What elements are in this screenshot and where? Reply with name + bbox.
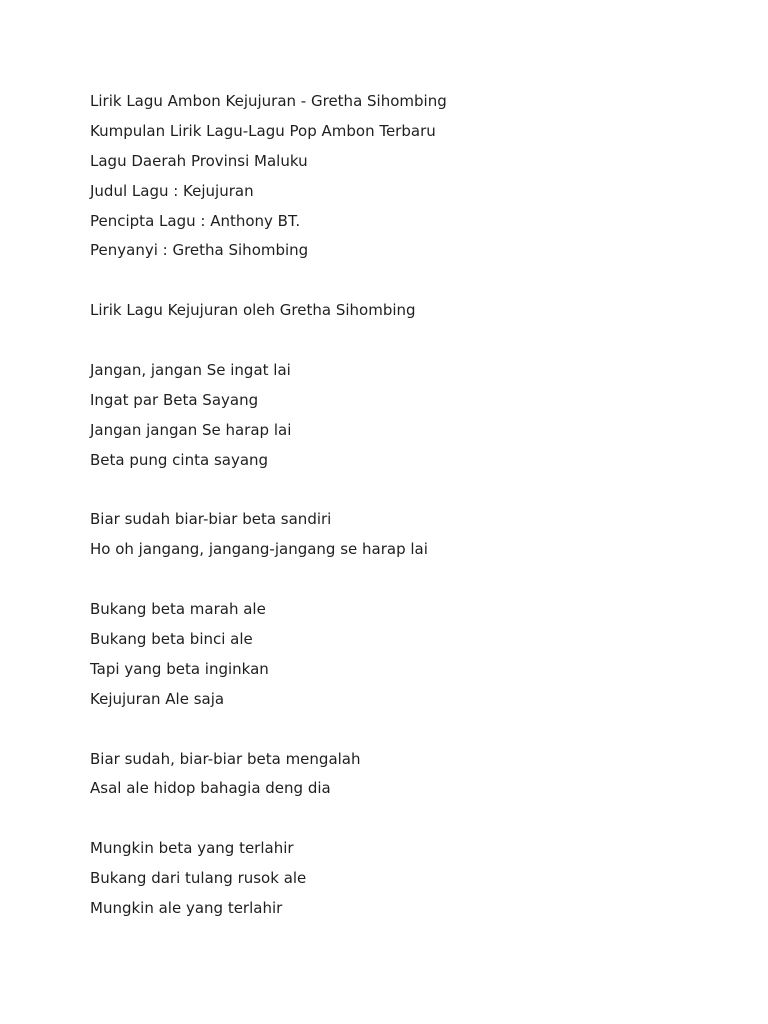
header-block — [90, 87, 730, 266]
header-line: Lagu Daerah Provinsi Maluku — [90, 151, 308, 170]
subtitle-block — [90, 296, 730, 326]
header-line: Pencipta Lagu : Anthony BT. — [90, 211, 301, 230]
verse-3 — [90, 595, 730, 715]
header-line: Penyanyi : Gretha Sihombing — [90, 241, 309, 260]
lyric-line: Biar sudah biar-biar beta sandiri — [90, 510, 332, 529]
lyrics-subtitle: Lirik Lagu Kejujuran oleh Gretha Sihombing — [90, 301, 416, 320]
lyric-line: Mungkin ale yang terlahir — [90, 899, 283, 918]
verse-2 — [90, 505, 730, 565]
lyric-line: Beta pung cinta sayang — [90, 450, 269, 469]
lyric-line: Mungkin beta yang terlahir — [90, 839, 294, 858]
lyric-line: Biar sudah, biar-biar beta mengalah — [90, 749, 361, 768]
lyric-line: Bukang dari tulang rusok ale — [90, 869, 307, 888]
document-page — [90, 87, 730, 954]
verse-1 — [90, 356, 730, 476]
header-line: Lirik Lagu Ambon Kejujuran - Gretha Sihombing — [90, 92, 447, 110]
lyric-line: Jangan, jangan Se ingat lai — [90, 361, 291, 380]
lyric-line: Ho oh jangang, jangang-jangang se harap lai — [90, 540, 428, 559]
lyric-line: Ingat par Beta Sayang — [90, 390, 259, 409]
lyric-line: Asal ale hidop bahagia deng dia — [90, 779, 331, 798]
lyric-line: Kejujuran Ale saja — [90, 689, 225, 708]
header-line: Judul Lagu : Kejujuran — [90, 181, 254, 200]
verse-4 — [90, 745, 730, 805]
lyric-line: Bukang beta marah ale — [90, 600, 266, 619]
lyric-line: Tapi yang beta inginkan — [90, 659, 269, 678]
header-line: Kumpulan Lirik Lagu-Lagu Pop Ambon Terbaru — [90, 121, 436, 140]
lyric-line: Jangan jangan Se harap lai — [90, 420, 292, 439]
verse-5 — [90, 834, 730, 924]
lyric-line: Bukang beta binci ale — [90, 630, 253, 649]
